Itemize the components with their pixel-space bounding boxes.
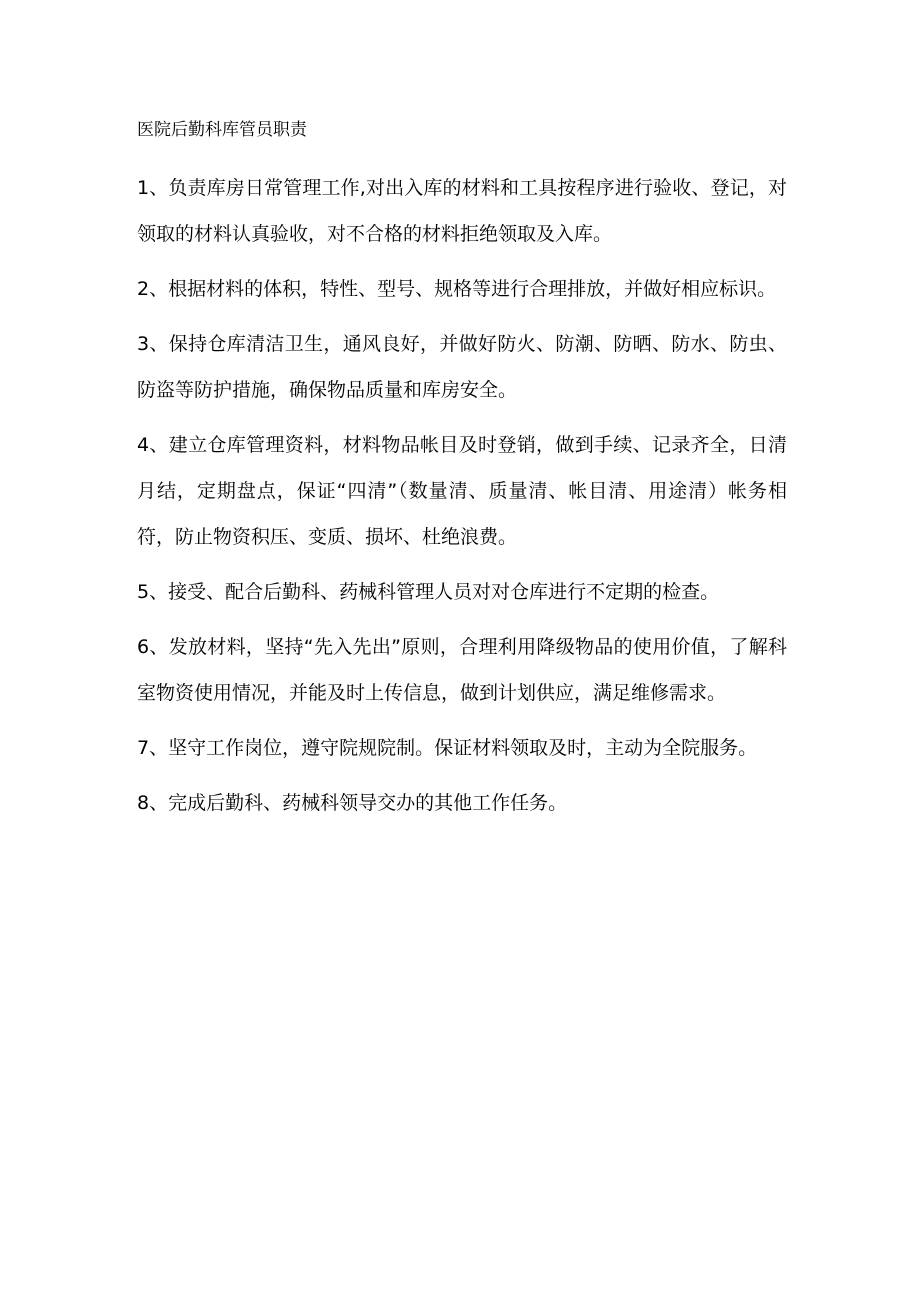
duty-item-6: 6、发放材料，坚持“先入先出”原则，合理利用降级物品的使用价值，了解科室物资使用情况，并能及时上传信息，做到计划供应，满足维修需求。 [137,636,787,704]
duty-item-3: 3、保持仓库清洁卫生，通风良好，并做好防火、防潮、防晒、防水、防虫、防盗等防护措施，确保物品质量和库房安全。 [137,333,787,401]
document-title: 医院后勤科库管员职责 [137,120,307,140]
duty-item-5: 5、接受、配合后勤科、药械科管理人员对对仓库进行不定期的检查。 [137,581,720,603]
duty-item-4: 4、建立仓库管理资料，材料物品帐目及时登销，做到手续、记录齐全，日清月结，定期盘点，保证“四清”（数量清、质量清、帐目清、用途清）帐务相符，防止物资积压、变质、损坏、杜绝浪费。 [137,434,787,548]
duty-list [137,165,787,835]
duty-item-7: 7、坚守工作岗位，遵守院规院制。保证材料领取及时，主动为全院服务。 [137,737,758,759]
duty-item-8: 8、完成后勤科、药械科领导交办的其他工作任务。 [137,792,568,814]
duty-item-1: 1、负责库房日常管理工作,对出入库的材料和工具按程序进行验收、登记，对领取的材料认真验收，对不合格的材料拒绝领取及入库。 [137,177,787,245]
duty-item-2: 2、根据材料的体积，特性、型号、规格等进行合理排放，并做好相应标识。 [137,278,777,300]
